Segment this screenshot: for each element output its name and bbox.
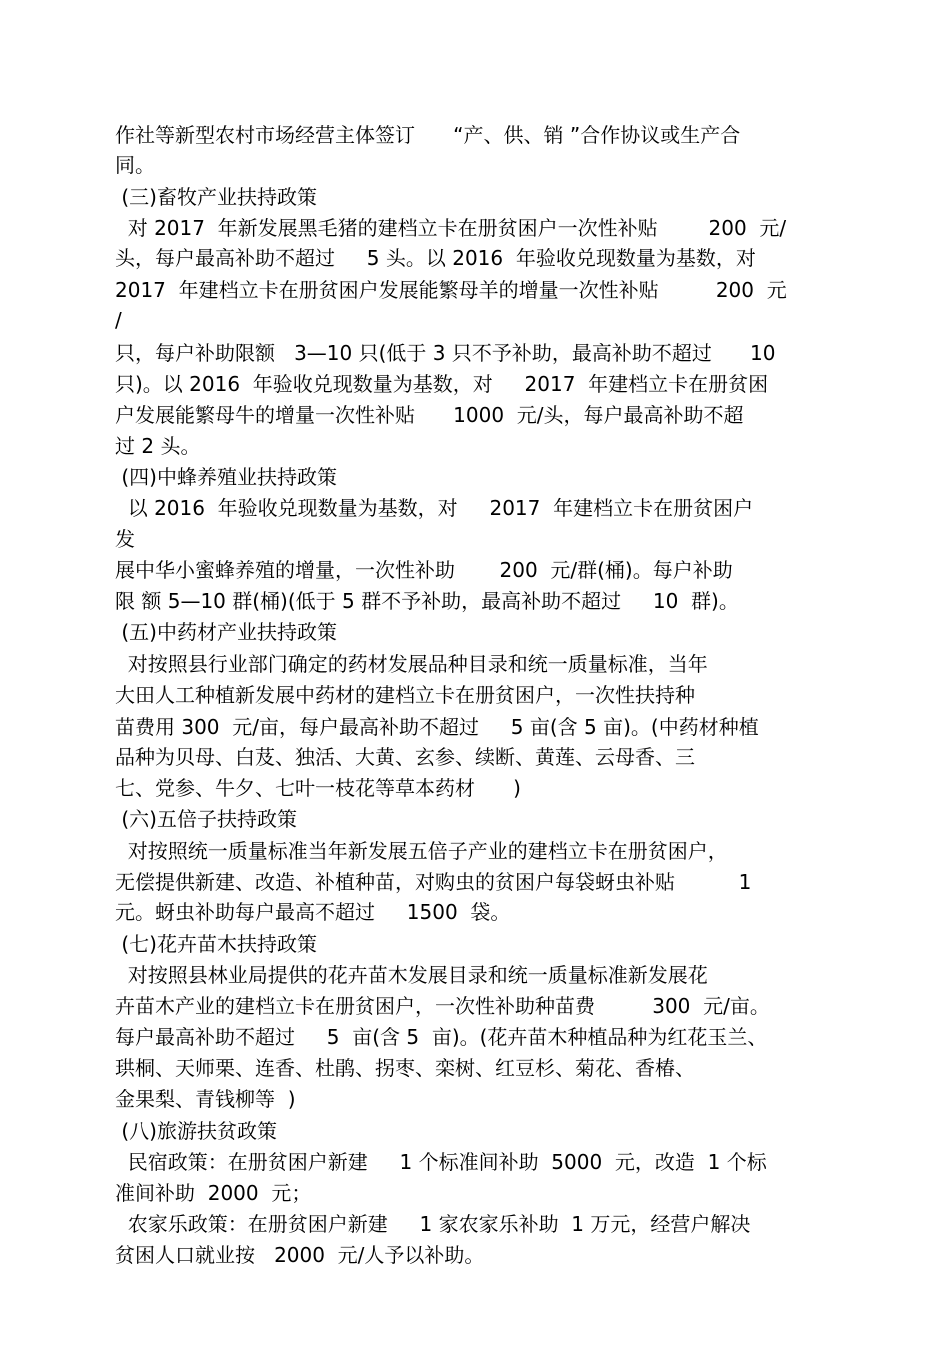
text-line: 民宿政策：在册贫困户新建 1 个标准间补助 5000 元，改造 1 个标 <box>115 1150 767 1174</box>
section-heading: (三)畜牧产业扶持政策 <box>115 185 317 209</box>
text-line: 限 额 5—10 群(桶)(低于 5 群不予补助，最高补助不超过 10 群)。 <box>115 589 739 613</box>
text-line: 只，每户补助限额 3—10 只(低于 3 只不予补助，最高补助不超过 10 <box>115 341 776 365</box>
text-line: 每户最高补助不超过 5 亩(含 5 亩)。(花卉苗木种植品种为红花玉兰、 <box>115 1025 768 1049</box>
text-line: 苗费用 300 元/亩，每户最高补助不超过 5 亩(含 5 亩)。(中药材种植 <box>115 715 759 739</box>
text-line: / <box>115 308 122 332</box>
text-line: 卉苗木产业的建档立卡在册贫困户，一次性补助种苗费 300 元/亩。 <box>115 994 770 1018</box>
text-line: 无偿提供新建、改造、补植种苗，对购虫的贫困户每袋蚜虫补贴 1 <box>115 870 752 894</box>
text-line: 展中华小蜜蜂养殖的增量，一次性补助 200 元/群(桶)。每户补助 <box>115 558 733 582</box>
text-line: 以 2016 年验收兑现数量为基数，对 2017 年建档立卡在册贫困户 <box>115 496 754 520</box>
text-line: 作社等新型农村市场经营主体签订 “产、供、销 ”合作协议或生产合 <box>115 123 741 147</box>
section-heading: (六)五倍子扶持政策 <box>115 807 297 831</box>
section-heading: (八)旅游扶贫政策 <box>115 1119 277 1143</box>
section-heading: (五)中药材产业扶持政策 <box>115 620 337 644</box>
text-line: 户发展能繁母牛的增量一次性补贴 1000 元/头，每户最高补助不超 <box>115 403 744 427</box>
text-line: 只)。以 2016 年验收兑现数量为基数，对 2017 年建档立卡在册贫困 <box>115 372 769 396</box>
text-line: 2017 年建档立卡在册贫困户发展能繁母羊的增量一次性补贴 200 元 <box>115 278 787 302</box>
text-line: 品种为贝母、白芨、独活、大黄、玄参、续断、黄莲、云母香、三 <box>115 745 695 769</box>
text-line: 元。蚜虫补助每户最高不超过 1500 袋。 <box>115 900 511 924</box>
text-line: 金果梨、青钱柳等 ) <box>115 1087 296 1111</box>
text-line: 贫困人口就业按 2000 元/人予以补助。 <box>115 1243 485 1267</box>
text-line: 准间补助 2000 元； <box>115 1181 312 1205</box>
text-line: 七、党参、牛夕、七叶一枝花等草本药材 ) <box>115 776 521 800</box>
text-line: 对按照县行业部门确定的药材发展品种目录和统一质量标准，当年 <box>115 652 708 676</box>
text-line: 过 2 头。 <box>115 434 201 458</box>
section-heading: (四)中蜂养殖业扶持政策 <box>115 465 337 489</box>
text-line: 农家乐政策：在册贫困户新建 1 家农家乐补助 1 万元，经营户解决 <box>115 1212 751 1236</box>
section-heading: (七)花卉苗木扶持政策 <box>115 932 317 956</box>
text-line: 珙桐、天师栗、连香、杜鹃、拐枣、栾树、红豆杉、菊花、香椿、 <box>115 1056 695 1080</box>
text-line: 对按照县林业局提供的花卉苗木发展目录和统一质量标准新发展花 <box>115 963 708 987</box>
text-line: 大田人工种植新发展中药材的建档立卡在册贫困户，一次性扶持种 <box>115 683 695 707</box>
text-line: 同。 <box>115 153 155 177</box>
text-line: 对 2017 年新发展黑毛猪的建档立卡在册贫困户一次性补贴 200 元/ <box>115 216 787 240</box>
text-line: 头，每户最高补助不超过 5 头。以 2016 年验收兑现数量为基数，对 <box>115 246 756 270</box>
text-line: 发 <box>115 527 135 551</box>
text-line: 对按照统一质量标准当年新发展五倍子产业的建档立卡在册贫困户， <box>115 839 728 863</box>
